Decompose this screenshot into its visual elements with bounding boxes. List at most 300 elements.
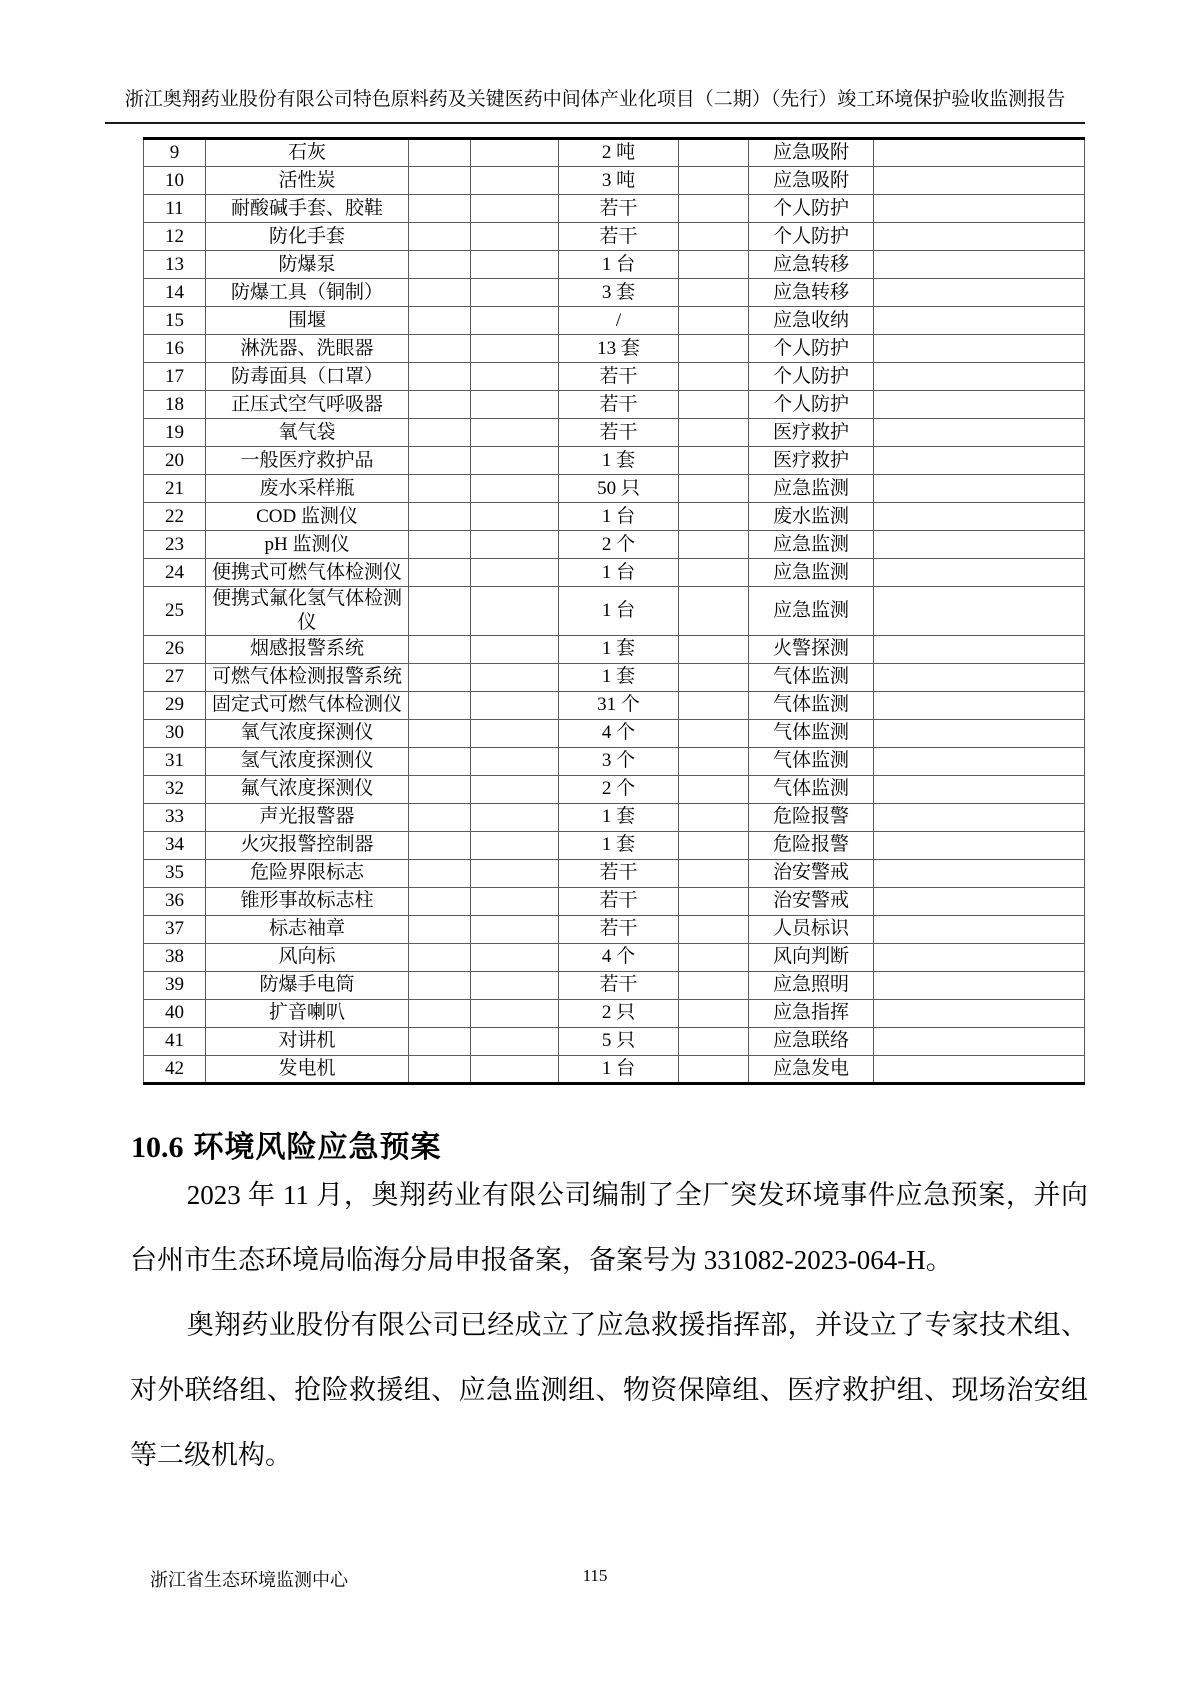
equipment-table-body [144, 139, 1085, 1084]
cell-empty [471, 475, 559, 503]
cell-no: 27 [144, 663, 206, 691]
cell-purpose: 气体监测 [749, 691, 874, 719]
cell-qty: 若干 [559, 887, 679, 915]
cell-empty [874, 251, 1085, 279]
cell-empty [874, 719, 1085, 747]
cell-empty [409, 363, 471, 391]
cell-empty [471, 859, 559, 887]
cell-purpose: 气体监测 [749, 719, 874, 747]
cell-item: 氧气袋 [206, 419, 409, 447]
cell-item: pH 监测仪 [206, 531, 409, 559]
cell-empty [409, 167, 471, 195]
table-row [144, 307, 1085, 335]
cell-empty [409, 559, 471, 587]
cell-no: 15 [144, 307, 206, 335]
cell-empty [409, 475, 471, 503]
cell-empty [409, 279, 471, 307]
cell-qty: 若干 [559, 195, 679, 223]
cell-purpose: 应急收纳 [749, 307, 874, 335]
table-row [144, 447, 1085, 475]
cell-empty [874, 587, 1085, 636]
cell-purpose: 应急指挥 [749, 999, 874, 1027]
cell-purpose: 气体监测 [749, 775, 874, 803]
cell-empty [679, 775, 749, 803]
cell-purpose: 应急转移 [749, 251, 874, 279]
cell-empty [874, 971, 1085, 999]
cell-empty [874, 915, 1085, 943]
cell-purpose: 治安警戒 [749, 887, 874, 915]
cell-item: 对讲机 [206, 1027, 409, 1055]
cell-no: 30 [144, 719, 206, 747]
cell-empty [874, 1027, 1085, 1055]
cell-item: 烟感报警系统 [206, 635, 409, 663]
cell-empty [409, 223, 471, 251]
table-row [144, 503, 1085, 531]
cell-qty: 1 台 [559, 587, 679, 636]
cell-empty [409, 335, 471, 363]
cell-empty [874, 307, 1085, 335]
cell-item: 风向标 [206, 943, 409, 971]
cell-purpose: 废水监测 [749, 503, 874, 531]
cell-no: 12 [144, 223, 206, 251]
cell-empty [471, 803, 559, 831]
table-row [144, 531, 1085, 559]
cell-empty [874, 999, 1085, 1027]
cell-empty [679, 391, 749, 419]
cell-empty [471, 139, 559, 167]
cell-qty: 1 套 [559, 635, 679, 663]
cell-empty [471, 1055, 559, 1083]
cell-empty [471, 167, 559, 195]
cell-item: 氟气浓度探测仪 [206, 775, 409, 803]
cell-qty: 3 吨 [559, 167, 679, 195]
cell-item: 石灰 [206, 139, 409, 167]
cell-purpose: 应急吸附 [749, 167, 874, 195]
cell-no: 26 [144, 635, 206, 663]
cell-qty: 若干 [559, 363, 679, 391]
cell-empty [679, 419, 749, 447]
cell-empty [874, 559, 1085, 587]
cell-qty: 3 套 [559, 279, 679, 307]
cell-empty [679, 915, 749, 943]
cell-empty [874, 167, 1085, 195]
table-row [144, 251, 1085, 279]
table-row [144, 587, 1085, 636]
cell-item: 便携式可燃气体检测仪 [206, 559, 409, 587]
cell-no: 16 [144, 335, 206, 363]
cell-item: 活性炭 [206, 167, 409, 195]
cell-purpose: 应急监测 [749, 587, 874, 636]
cell-empty [874, 1055, 1085, 1083]
cell-purpose: 火警探测 [749, 635, 874, 663]
cell-empty [471, 691, 559, 719]
cell-qty: 2 吨 [559, 139, 679, 167]
cell-purpose: 应急联络 [749, 1027, 874, 1055]
cell-no: 21 [144, 475, 206, 503]
cell-empty [679, 251, 749, 279]
cell-empty [874, 503, 1085, 531]
table-row [144, 831, 1085, 859]
cell-empty [874, 943, 1085, 971]
cell-qty: 1 台 [559, 251, 679, 279]
cell-qty: 若干 [559, 391, 679, 419]
cell-empty [679, 747, 749, 775]
cell-empty [471, 559, 559, 587]
cell-empty [874, 335, 1085, 363]
cell-no: 22 [144, 503, 206, 531]
cell-purpose: 应急监测 [749, 559, 874, 587]
cell-empty [471, 363, 559, 391]
cell-empty [679, 139, 749, 167]
cell-empty [471, 719, 559, 747]
cell-qty: 若干 [559, 859, 679, 887]
cell-empty [679, 1055, 749, 1083]
table-row [144, 1027, 1085, 1055]
cell-empty [679, 307, 749, 335]
cell-empty [471, 419, 559, 447]
cell-empty [409, 747, 471, 775]
cell-empty [679, 971, 749, 999]
section-number: 10.6 [131, 1131, 184, 1164]
cell-qty: 1 套 [559, 803, 679, 831]
cell-no: 11 [144, 195, 206, 223]
cell-empty [874, 279, 1085, 307]
cell-empty [409, 447, 471, 475]
table-row [144, 559, 1085, 587]
cell-empty [874, 663, 1085, 691]
cell-empty [409, 663, 471, 691]
page-footer [105, 1566, 1085, 1596]
cell-item: COD 监测仪 [206, 503, 409, 531]
cell-empty [679, 831, 749, 859]
table-row [144, 475, 1085, 503]
section-heading [131, 1122, 442, 1166]
cell-no: 31 [144, 747, 206, 775]
cell-purpose: 应急监测 [749, 475, 874, 503]
cell-empty [874, 419, 1085, 447]
cell-no: 14 [144, 279, 206, 307]
cell-empty [409, 307, 471, 335]
cell-purpose: 危险报警 [749, 803, 874, 831]
table-row [144, 943, 1085, 971]
cell-item: 防爆泵 [206, 251, 409, 279]
cell-empty [409, 971, 471, 999]
cell-item: 锥形事故标志柱 [206, 887, 409, 915]
cell-empty [679, 587, 749, 636]
cell-empty [409, 419, 471, 447]
cell-empty [409, 635, 471, 663]
cell-qty: 4 个 [559, 943, 679, 971]
cell-qty: 3 个 [559, 747, 679, 775]
cell-item: 耐酸碱手套、胶鞋 [206, 195, 409, 223]
table-row [144, 391, 1085, 419]
cell-empty [874, 363, 1085, 391]
cell-item: 防爆工具（铜制） [206, 279, 409, 307]
paragraph: 奥翔药业股份有限公司已经成立了应急救援指挥部，并设立了专家技术组、对外联络组、抢险救援组、应急监测组、物资保障组、医疗救护组、现场治安组等二级机构。 [130, 1310, 1088, 1470]
cell-no: 41 [144, 1027, 206, 1055]
cell-no: 13 [144, 251, 206, 279]
cell-empty [409, 1055, 471, 1083]
cell-empty [679, 503, 749, 531]
cell-empty [471, 279, 559, 307]
footer-org: 浙江省生态环境监测中心 [150, 1570, 348, 1590]
cell-empty [679, 663, 749, 691]
cell-empty [471, 831, 559, 859]
cell-item: 固定式可燃气体检测仪 [206, 691, 409, 719]
cell-no: 25 [144, 587, 206, 636]
cell-empty [409, 391, 471, 419]
cell-no: 34 [144, 831, 206, 859]
cell-empty [409, 999, 471, 1027]
cell-empty [409, 503, 471, 531]
cell-empty [471, 887, 559, 915]
cell-empty [471, 335, 559, 363]
table-row [144, 915, 1085, 943]
table-row [144, 1055, 1085, 1083]
cell-empty [409, 831, 471, 859]
cell-empty [471, 223, 559, 251]
cell-no: 42 [144, 1055, 206, 1083]
cell-purpose: 气体监测 [749, 663, 874, 691]
cell-empty [874, 139, 1085, 167]
cell-item: 标志袖章 [206, 915, 409, 943]
cell-qty: 1 台 [559, 503, 679, 531]
cell-empty [874, 195, 1085, 223]
table-row [144, 419, 1085, 447]
cell-qty: 1 台 [559, 1055, 679, 1083]
cell-empty [409, 775, 471, 803]
emergency-equipment-table [143, 137, 1085, 1085]
page-number: 115 [582, 1566, 608, 1585]
cell-empty [471, 447, 559, 475]
cell-qty: 4 个 [559, 719, 679, 747]
cell-empty [409, 859, 471, 887]
cell-empty [679, 1027, 749, 1055]
cell-item: 火灾报警控制器 [206, 831, 409, 859]
cell-purpose: 应急发电 [749, 1055, 874, 1083]
cell-no: 23 [144, 531, 206, 559]
table-row [144, 663, 1085, 691]
table-row [144, 971, 1085, 999]
cell-item: 危险界限标志 [206, 859, 409, 887]
cell-item: 正压式空气呼吸器 [206, 391, 409, 419]
cell-purpose: 个人防护 [749, 391, 874, 419]
page-header-title: 浙江奥翔药业股份有限公司特色原料药及关键医药中间体产业化项目（二期）（先行）竣工环境保护验收监测报告 [105, 84, 1085, 124]
table-row [144, 999, 1085, 1027]
cell-qty: 2 个 [559, 775, 679, 803]
cell-item: 淋洗器、洗眼器 [206, 335, 409, 363]
cell-empty [679, 887, 749, 915]
cell-empty [679, 803, 749, 831]
cell-empty [679, 475, 749, 503]
cell-empty [679, 719, 749, 747]
cell-empty [471, 663, 559, 691]
cell-qty: 1 套 [559, 663, 679, 691]
cell-qty: 1 套 [559, 831, 679, 859]
cell-purpose: 应急照明 [749, 971, 874, 999]
cell-empty [471, 915, 559, 943]
cell-empty [679, 167, 749, 195]
cell-empty [679, 859, 749, 887]
cell-qty: 若干 [559, 419, 679, 447]
cell-item: 废水采样瓶 [206, 475, 409, 503]
cell-purpose: 医疗救护 [749, 419, 874, 447]
table-row [144, 803, 1085, 831]
table-row [144, 635, 1085, 663]
cell-empty [409, 195, 471, 223]
cell-empty [679, 363, 749, 391]
cell-empty [679, 559, 749, 587]
table-row [144, 775, 1085, 803]
cell-empty [874, 887, 1085, 915]
table-row [144, 719, 1085, 747]
section-title: 环境风险应急预案 [193, 1131, 442, 1164]
cell-purpose: 治安警戒 [749, 859, 874, 887]
cell-empty [471, 1027, 559, 1055]
cell-qty: 13 套 [559, 335, 679, 363]
cell-no: 36 [144, 887, 206, 915]
cell-item: 防化手套 [206, 223, 409, 251]
cell-empty [874, 691, 1085, 719]
cell-empty [409, 587, 471, 636]
table-row [144, 859, 1085, 887]
cell-purpose: 气体监测 [749, 747, 874, 775]
cell-empty [409, 915, 471, 943]
cell-empty [679, 335, 749, 363]
cell-no: 19 [144, 419, 206, 447]
body-text [130, 1163, 1088, 1488]
cell-item: 可燃气体检测报警系统 [206, 663, 409, 691]
cell-empty [471, 503, 559, 531]
cell-empty [874, 859, 1085, 887]
cell-empty [471, 747, 559, 775]
cell-no: 35 [144, 859, 206, 887]
cell-no: 37 [144, 915, 206, 943]
cell-purpose: 应急吸附 [749, 139, 874, 167]
cell-qty: 50 只 [559, 475, 679, 503]
cell-empty [679, 195, 749, 223]
cell-no: 33 [144, 803, 206, 831]
cell-item: 围堰 [206, 307, 409, 335]
cell-empty [874, 223, 1085, 251]
cell-empty [471, 307, 559, 335]
cell-empty [409, 531, 471, 559]
cell-empty [471, 391, 559, 419]
cell-empty [679, 447, 749, 475]
cell-empty [679, 635, 749, 663]
cell-item: 便携式氟化氢气体检测仪 [206, 587, 409, 636]
table-row [144, 363, 1085, 391]
cell-empty [409, 691, 471, 719]
cell-qty: 若干 [559, 971, 679, 999]
table-row [144, 139, 1085, 167]
cell-empty [471, 775, 559, 803]
cell-empty [409, 1027, 471, 1055]
cell-item: 氢气浓度探测仪 [206, 747, 409, 775]
cell-no: 9 [144, 139, 206, 167]
cell-purpose: 医疗救护 [749, 447, 874, 475]
cell-no: 20 [144, 447, 206, 475]
cell-empty [679, 691, 749, 719]
cell-purpose: 风向判断 [749, 943, 874, 971]
cell-empty [874, 475, 1085, 503]
cell-item: 一般医疗救护品 [206, 447, 409, 475]
cell-empty [874, 775, 1085, 803]
cell-purpose: 个人防护 [749, 363, 874, 391]
cell-empty [409, 251, 471, 279]
cell-qty: 2 个 [559, 531, 679, 559]
cell-purpose: 应急监测 [749, 531, 874, 559]
cell-purpose: 人员标识 [749, 915, 874, 943]
cell-item: 发电机 [206, 1055, 409, 1083]
cell-item: 防毒面具（口罩） [206, 363, 409, 391]
cell-empty [874, 635, 1085, 663]
cell-purpose: 个人防护 [749, 195, 874, 223]
cell-purpose: 个人防护 [749, 335, 874, 363]
cell-no: 40 [144, 999, 206, 1027]
paragraph: 2023 年 11 月，奥翔药业有限公司编制了全厂突发环境事件应急预案，并向台州市生态环境局临海分局申报备案，备案号为 331082-2023-064-H。 [130, 1180, 1088, 1275]
cell-qty: 5 只 [559, 1027, 679, 1055]
cell-empty [409, 719, 471, 747]
cell-empty [471, 531, 559, 559]
cell-no: 29 [144, 691, 206, 719]
cell-empty [471, 971, 559, 999]
cell-empty [874, 747, 1085, 775]
cell-empty [471, 635, 559, 663]
cell-no: 32 [144, 775, 206, 803]
cell-empty [471, 587, 559, 636]
cell-no: 17 [144, 363, 206, 391]
table-row [144, 691, 1085, 719]
cell-empty [471, 999, 559, 1027]
cell-no: 24 [144, 559, 206, 587]
cell-no: 10 [144, 167, 206, 195]
cell-empty [874, 447, 1085, 475]
cell-item: 氧气浓度探测仪 [206, 719, 409, 747]
table-row [144, 167, 1085, 195]
cell-empty [409, 139, 471, 167]
cell-empty [679, 223, 749, 251]
table-row [144, 887, 1085, 915]
cell-qty: 2 只 [559, 999, 679, 1027]
cell-empty [409, 943, 471, 971]
table-row [144, 747, 1085, 775]
cell-empty [874, 531, 1085, 559]
cell-no: 39 [144, 971, 206, 999]
cell-no: 18 [144, 391, 206, 419]
cell-empty [679, 943, 749, 971]
cell-empty [679, 531, 749, 559]
cell-empty [471, 943, 559, 971]
cell-empty [679, 999, 749, 1027]
cell-empty [874, 391, 1085, 419]
cell-qty: / [559, 307, 679, 335]
table-row [144, 223, 1085, 251]
cell-purpose: 危险报警 [749, 831, 874, 859]
cell-purpose: 个人防护 [749, 223, 874, 251]
cell-item: 扩音喇叭 [206, 999, 409, 1027]
cell-no: 38 [144, 943, 206, 971]
cell-empty [409, 887, 471, 915]
cell-empty [874, 803, 1085, 831]
table-row [144, 335, 1085, 363]
cell-empty [409, 803, 471, 831]
table-row [144, 195, 1085, 223]
cell-empty [471, 251, 559, 279]
cell-item: 声光报警器 [206, 803, 409, 831]
cell-qty: 31 个 [559, 691, 679, 719]
cell-qty: 1 台 [559, 559, 679, 587]
